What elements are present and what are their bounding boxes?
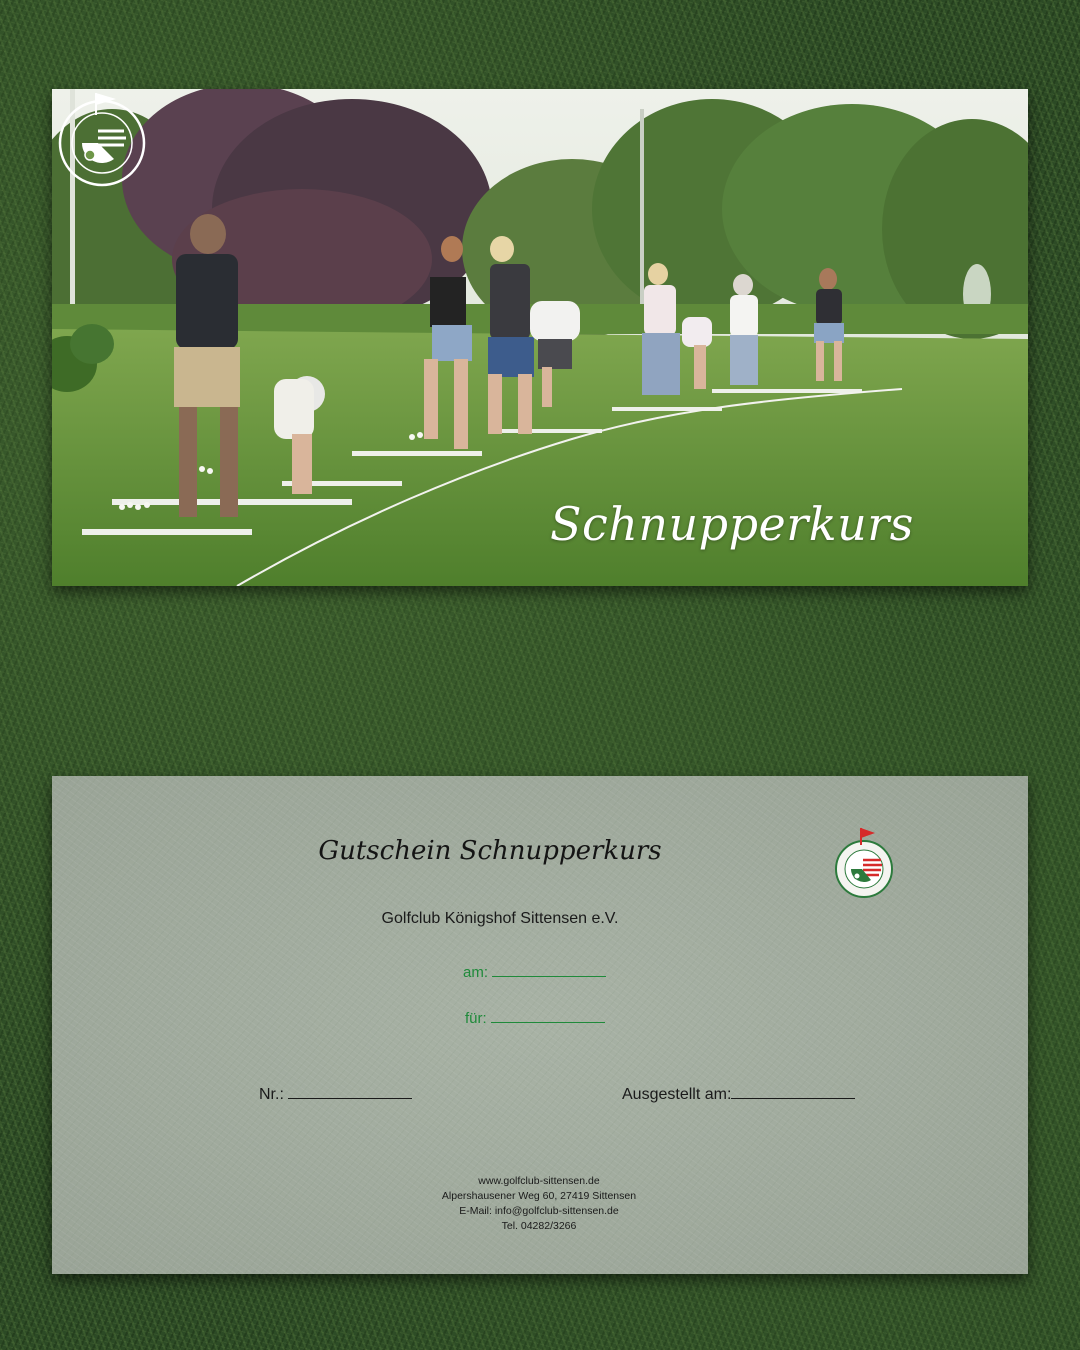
ausgestellt-line[interactable] xyxy=(731,1086,855,1099)
voucher-front-card xyxy=(52,89,1028,586)
ausgestellt-field xyxy=(622,1086,855,1104)
contact-block xyxy=(51,1174,1027,1234)
club-logo-emblem xyxy=(52,89,152,189)
voucher-title: Gutschein Schnupperkurs xyxy=(318,836,662,866)
front-title: Schnupperkurs xyxy=(550,497,914,551)
voucher-back-card xyxy=(52,776,1028,1274)
nr-line[interactable] xyxy=(288,1086,412,1099)
am-label: am: xyxy=(463,964,489,981)
email-text: E-Mail: info@golfclub-sittensen.de xyxy=(459,1205,619,1217)
fuer-line[interactable] xyxy=(491,1010,605,1023)
club-name: Golfclub Königshof Sittensen e.V. xyxy=(381,910,619,927)
am-line[interactable] xyxy=(492,964,606,977)
website-text: www.golfclub-sittensen.de xyxy=(478,1175,600,1187)
fuer-label: für: xyxy=(465,1010,487,1027)
address-text: Alpershausener Weg 60, 27419 Sittensen xyxy=(441,1190,637,1202)
ausgestellt-label: Ausgestellt am: xyxy=(622,1086,732,1103)
club-logo-color xyxy=(833,825,895,901)
nr-field xyxy=(259,1086,412,1104)
phone-text: Tel. 04282/3266 xyxy=(501,1220,577,1232)
nr-label: Nr.: xyxy=(259,1086,284,1103)
am-field xyxy=(463,964,606,981)
fuer-field xyxy=(465,1010,605,1027)
